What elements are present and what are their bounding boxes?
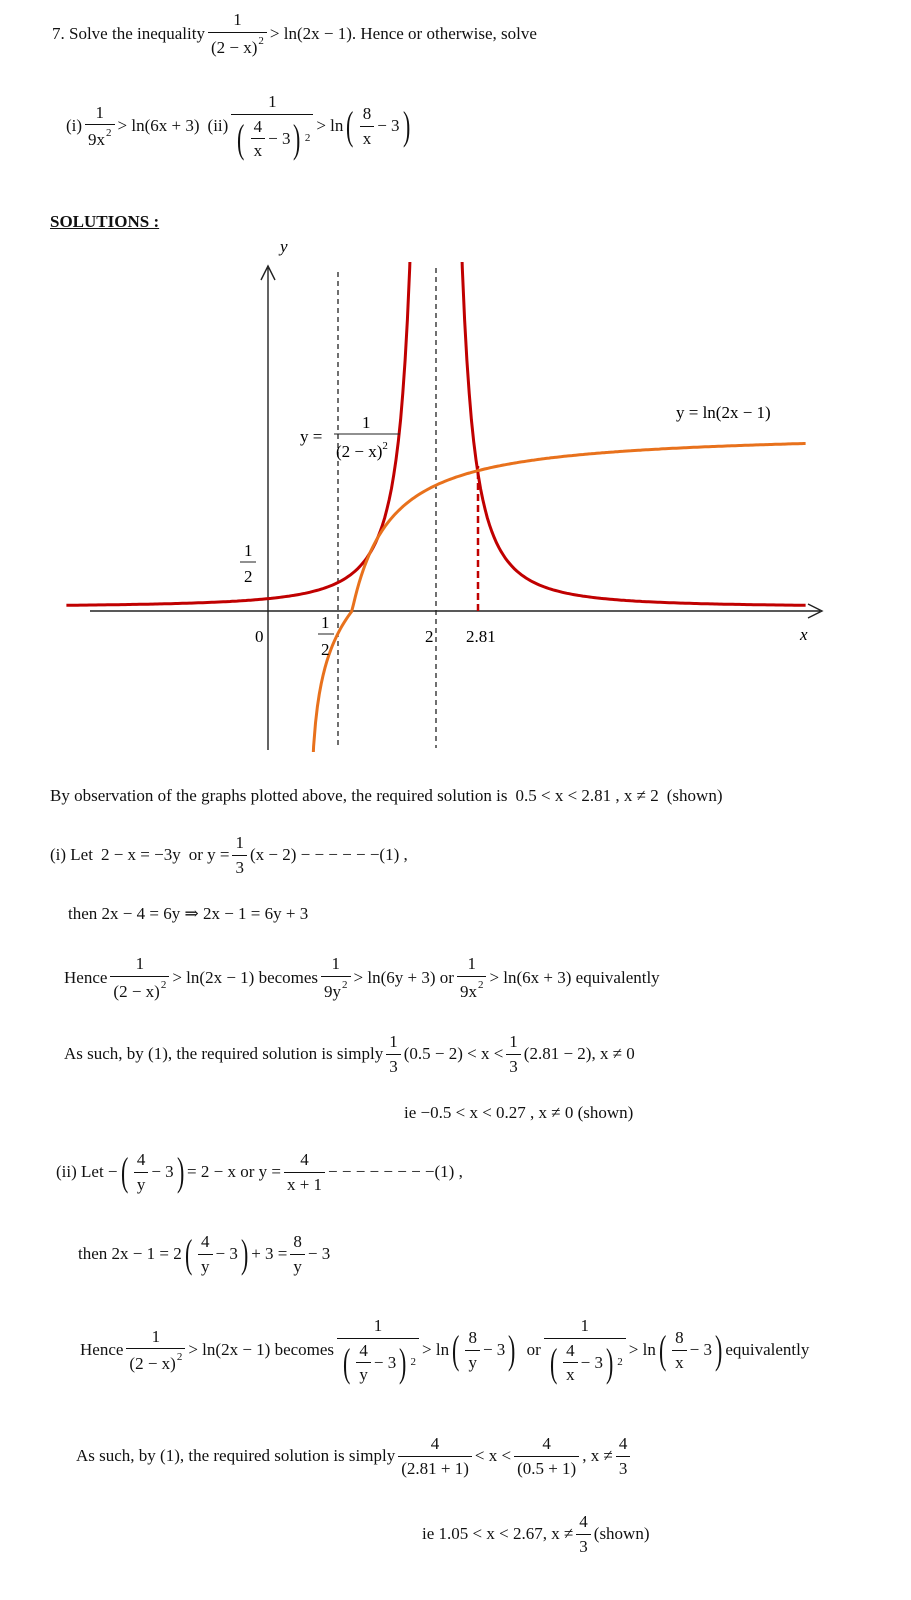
solutions-heading: SOLUTIONS : bbox=[50, 212, 160, 231]
fraction-denominator: $(2 - x)^2$ bbox=[208, 32, 267, 58]
part-ii-result: ie 1.05 < x < 2.67, x ≠ $\frac{4}{3}$ (shown) bbox=[422, 1512, 650, 1556]
part-i-label: (i) bbox=[66, 116, 83, 136]
y-intercept-num: 1 bbox=[244, 541, 253, 560]
part-i-as-such: As such, by (1), the required solution is simply $\frac{1}{3}$ (0.5 − 2) < x < $\frac{1}{3}$ (2.81 − 2), x ≠ 0 bbox=[64, 1032, 635, 1076]
part-i-rhs: > ln(6x + 3) bbox=[117, 116, 200, 136]
part-i-result: ie −0.5 < x < 0.27 , x ≠ 0 (shown) bbox=[404, 1103, 634, 1122]
half-tick-num: 1 bbox=[321, 613, 330, 632]
question-parts: (i) $\frac{1}{9x^2}$ > ln(6x + 3) (ii) 1 ( $\frac{4}{x}$ − 3 ) 2 > ln ( $\frac{8}{x}$ − 3 ) bbox=[66, 92, 410, 161]
half-tick-den: 2 bbox=[321, 640, 330, 659]
y-axis-label: y bbox=[280, 237, 288, 256]
fraction-numerator: 1 bbox=[233, 10, 242, 29]
origin-label: 0 bbox=[255, 627, 264, 646]
recip-label-num: 1 bbox=[362, 413, 371, 432]
part-ii-as-such: As such, by (1), the required solution is simply $\frac{4}{(2.81 + 1)}$ < x < $\frac{4}{(0.5 + 1)}$ , x ≠ $\frac{4}{3}$ bbox=[76, 1434, 633, 1478]
main-fraction bbox=[208, 10, 267, 57]
observation-result: 0.5 < x < 2.81 , x ≠ 2 bbox=[515, 786, 659, 805]
intersection-label: 2.81 bbox=[466, 627, 496, 646]
part-i-let: (i) Let 2 − x = −3y or y = $\frac{1}{3}$ (x − 2) − − − − − −(1) , bbox=[50, 833, 408, 877]
part-i-fraction: $\frac{1}{9x^2}$ bbox=[85, 103, 115, 150]
part-ii-label: (ii) bbox=[207, 116, 229, 136]
recip-label-den: $(2 - x)^2$ bbox=[336, 440, 388, 461]
part-ii-fraction: 1 ( $\frac{4}{x}$ − 3 ) 2 bbox=[231, 92, 313, 161]
solution-graph bbox=[0, 232, 911, 792]
part-i-hence: Hence $\frac{1}{(2 - x)^2}$ > ln(2x − 1) becomes $\frac{1}{9y^2}$ > ln(6y + 3) or $\frac{1}{9x^2}$ > ln(6x + 3) equivalently bbox=[64, 954, 660, 1001]
x-axis-label: x bbox=[800, 625, 808, 644]
ln-curve-label: y = ln(2x − 1) bbox=[676, 403, 771, 422]
question-tail: . Hence or otherwise, solve bbox=[351, 23, 537, 43]
ln-curve bbox=[312, 444, 806, 789]
recip-label-y: y = bbox=[300, 427, 323, 446]
part-i-then: then 2x − 4 = 6y ⇒ 2x − 1 = 6y + 3 bbox=[68, 904, 309, 923]
y-intercept-den: 2 bbox=[244, 567, 253, 586]
observation-line: By observation of the graphs plotted above, the required solution is 0.5 < x < 2.81 , x ≠ 2 (shown) bbox=[50, 786, 723, 805]
question-intro: 7. Solve the inequality bbox=[52, 23, 205, 43]
part-ii-then: then 2x − 1 = 2 ( $\frac{4}{y}$ − 3 ) + 3 = $\frac{8}{y}$ − 3 bbox=[78, 1231, 331, 1277]
part-ii-hence: Hence $\frac{1}{(2 - x)^2}$ > ln(2x − 1) becomes 1 ( $\frac{4}{y}$ − 3 ) 2 > ln ( $\frac{8}{y}$ − 3 ) or 1 ( $\frac{4}{x}$ − 3 ) 2 > ln ( $\frac{8}{x}$ − 3 ) equivalently bbox=[80, 1316, 810, 1385]
part-ii-let: (ii) Let − ( $\frac{4}{y}$ − 3 ) = 2 − x or y = $\frac{4}{x + 1}$ − − − − − − − −(1) , bbox=[56, 1149, 463, 1195]
two-tick-label: 2 bbox=[425, 627, 434, 646]
question-line bbox=[52, 10, 537, 57]
main-rhs: > ln(2x − 1) bbox=[269, 23, 352, 43]
